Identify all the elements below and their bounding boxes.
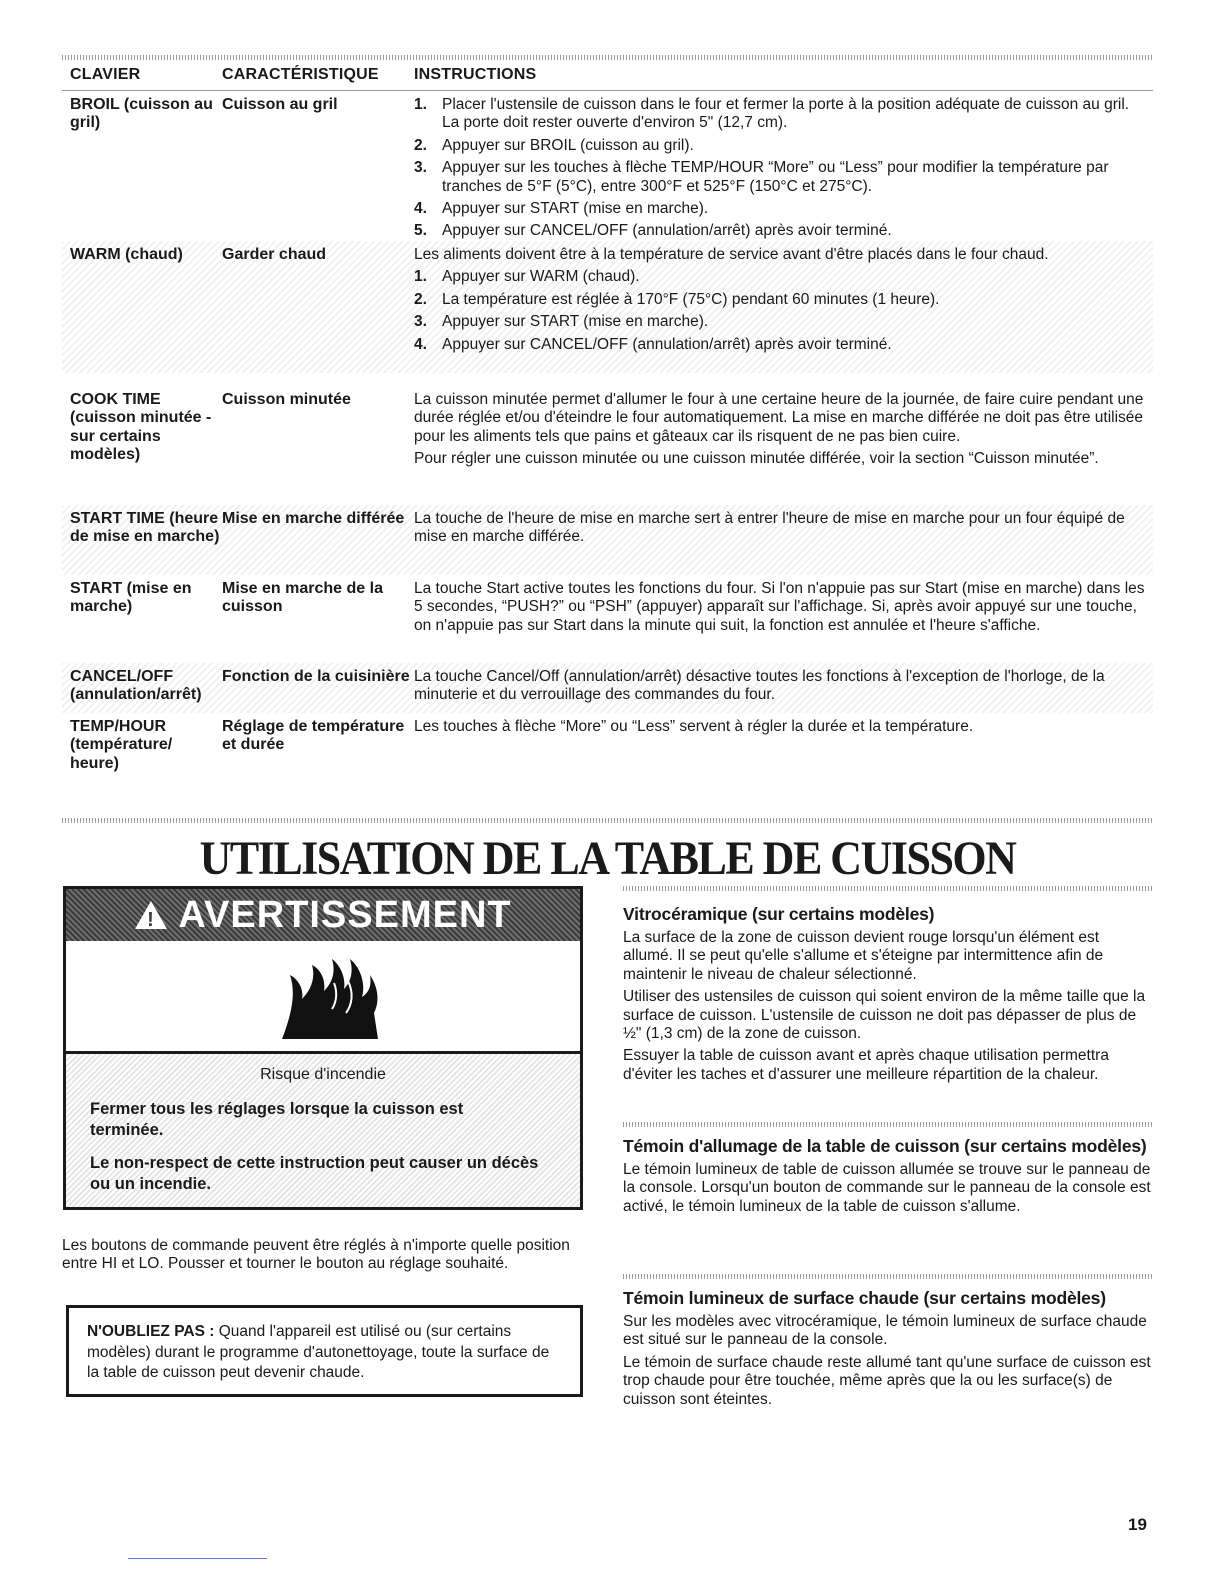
section-surface-chaude (623, 1274, 1153, 1413)
page-number: 19 (1128, 1515, 1147, 1534)
warning-triangle-icon (134, 900, 168, 930)
section-heading: Vitrocéramique (sur certains modèles) (623, 904, 935, 924)
table-row-cook-time (62, 373, 1153, 505)
header-caracteristique: CARACTÉRISTIQUE (222, 66, 379, 83)
description-text: La touche Start active toutes les fonctions du four. Si l'on n'appuie pas sur Start (mise en marche) dans les 5 secondes, “PUSH?” ou “PSH” (appuyer) apparaît sur l'affichage. Si, après avoir appuyé sur une touche, on n'appuie pas sur Start dans la minute qui suit, la fonction est annulée et l'heure s'affiche. (414, 580, 1145, 634)
section-temoin-allumage (623, 1122, 1153, 1220)
section-paragraph: Essuyer la table de cuisson avant et après chaque utilisation permettra d'éviter les taches et d'assurer une meilleure répartition de la chaleur. (623, 1047, 1109, 1083)
control-keys-table (62, 55, 1153, 789)
section-vitroceramique (623, 886, 1153, 1088)
step-item: 4. Appuyer sur CANCEL/OFF (annulation/arrêt) après avoir terminé. (414, 335, 892, 353)
step-item: 3. Appuyer sur START (mise en marche). (414, 313, 709, 331)
step-item: 1. Appuyer sur WARM (chaud). (414, 268, 640, 286)
key-cell: TEMP/HOUR (température/ heure) (70, 718, 173, 772)
key-cell: BROIL (cuisson au gril) (70, 96, 213, 132)
key-cell: CANCEL/OFF (annulation/arrêt) (70, 668, 202, 704)
warning-banner (66, 889, 580, 941)
table-row-cancel-off (62, 663, 1153, 713)
reminder-note (66, 1305, 583, 1397)
warning-banner-text: AVERTISSEMENT (178, 893, 512, 936)
section-rule (623, 1122, 1153, 1127)
warning-box (63, 886, 583, 1210)
section-paragraph: Le témoin lumineux de table de cuisson allumée se trouve sur le panneau de la console. Lorsqu'un bouton de commande sur le panneau de la console est activé, le témoin lumineux de la table de cuisson s'allume. (623, 1161, 1151, 1215)
step-item: 2. La température est réglée à 170°F (75°C) pendant 60 minutes (1 heure). (414, 290, 940, 308)
table-row-start-time (62, 505, 1153, 575)
key-cell: START (mise en marche) (70, 580, 192, 616)
instructions-cell (414, 510, 1153, 569)
reminder-text: Quand l'appareil est utilisé ou (sur certains modèles) durant le programme d'autonettoyage, toute la surface de la table de cuisson peut devenir chaude. (87, 1323, 550, 1381)
section-paragraph: Utiliser des ustensiles de cuisson qui soient environ de la même taille que la surface de cuisson. L'ustensile de cuisson ne doit pas dépasser de plus de ½" (1,3 cm) de la zone de cuisson. (623, 988, 1146, 1043)
intro-text: Les aliments doivent être à la température de service avant d'être placés dans le four chaud. (414, 246, 1049, 263)
instructions-cell (414, 96, 1153, 240)
warning-consequence: Le non-respect de cette instruction peut causer un décès ou un incendie. (90, 1154, 539, 1193)
description-text: La cuisson minutée permet d'allumer le four à une certaine heure de la journée, de faire cuire pendant une durée réglée et/ou d'éteindre le four automatiquement. La mise en marche différée ne doit pas être utilisée pour les aliments tels que pains et gâteaux car ils risquent de ne pas bien cuire. (414, 391, 1144, 445)
section-title: UTILISATION DE LA TABLE DE CUISSON (199, 832, 1016, 885)
reminder-label: N'OUBLIEZ PAS : (87, 1323, 215, 1340)
feature-cell: Fonction de la cuisinière (222, 668, 410, 685)
table-bottom-rule (62, 818, 1153, 823)
footer-line (128, 1558, 267, 1559)
step-item: 5. Appuyer sur CANCEL/OFF (annulation/arrêt) après avoir terminé. (414, 222, 892, 240)
section-rule (623, 886, 1153, 891)
description-text: Les touches à flèche “More” ou “Less” servent à régler la durée et la température. (414, 718, 974, 735)
section-heading: Témoin d'allumage de la table de cuisson (sur certains modèles) (623, 1136, 1147, 1156)
table-row-temp-hour (62, 713, 1153, 789)
step-item: 2. Appuyer sur BROIL (cuisson au gril). (414, 136, 694, 154)
description-text: La touche Cancel/Off (annulation/arrêt) désactive toutes les fonctions à l'exception de l'horloge, de la minuterie et du verrouillage des commandes du four. (414, 668, 1105, 704)
description-text: Pour régler une cuisson minutée ou une cuisson minutée différée, voir la section “Cuisson minutée”. (414, 450, 1099, 468)
warning-instruction: Fermer tous les réglages lorsque la cuisson est terminée. (90, 1100, 464, 1139)
description-text: La touche de l'heure de mise en marche sert à entrer l'heure de mise en marche pour un four équipé de mise en marche différée. (414, 510, 1125, 546)
step-item: 4. Appuyer sur START (mise en marche). (414, 200, 709, 218)
header-instructions: INSTRUCTIONS (414, 66, 537, 83)
fire-panel (66, 941, 580, 1054)
warning-risk: Risque d'incendie (260, 1066, 386, 1083)
instructions-cell (414, 580, 1153, 657)
feature-cell: Mise en marche de la cuisson (222, 580, 383, 616)
instructions-cell (414, 246, 1153, 367)
section-rule (623, 1274, 1153, 1279)
feature-cell: Réglage de température et durée (222, 718, 405, 754)
table-row-start (62, 575, 1153, 663)
section-paragraph: La surface de la zone de cuisson devient rouge lorsqu'un élément est allumé. Il se peut qu'elle s'allume et s'éteigne par intermittence afin de maintenir le niveau de chaleur sélectionné. (623, 929, 1104, 983)
knob-instructions: Les boutons de commande peuvent être réglés à n'importe quelle position entre HI et LO. Pousser et tourner le bouton au réglage souhaité. (62, 1237, 570, 1273)
feature-cell: Cuisson minutée (222, 391, 351, 408)
section-heading: Témoin lumineux de surface chaude (sur certains modèles) (623, 1288, 1106, 1308)
table-row-warm (62, 241, 1153, 373)
instructions-cell (414, 718, 1153, 783)
section-paragraph: Le témoin de surface chaude reste allumé tant qu'une surface de cuisson est trop chaude pour être touchée, même après que la ou les surface(s) de cuisson sont éteintes. (623, 1353, 1151, 1408)
section-paragraph: Sur les modèles avec vitrocéramique, le témoin lumineux de surface chaude est situé sur le panneau de la console. (623, 1313, 1147, 1349)
warning-body (66, 1054, 580, 1207)
feature-cell: Garder chaud (222, 246, 327, 263)
header-clavier: CLAVIER (70, 66, 141, 83)
table-header-row (62, 60, 1153, 91)
feature-cell: Mise en marche différée (222, 510, 405, 527)
table-row-broil (62, 91, 1153, 241)
step-item: 1. Placer l'ustensile de cuisson dans le four et fermer la porte à la position adéquate de cuisson au gril. La porte doit rester ouverte d'environ 5" (12,7 cm). (414, 96, 1130, 132)
warning-triangle-mark: ! (147, 909, 156, 930)
instructions-cell (414, 668, 1153, 707)
fire-hazard-icon (274, 953, 384, 1043)
key-cell: COOK TIME (cuisson minutée - sur certains modèles) (70, 391, 212, 464)
key-cell: WARM (chaud) (70, 246, 183, 263)
key-cell: START TIME (heure de mise en marche) (70, 510, 220, 546)
instructions-cell (414, 391, 1153, 499)
step-item: 3. Appuyer sur les touches à flèche TEMP/HOUR “More” ou “Less” pour modifier la température par tranches de 5°F (5°C), entre 300°F et 525°F (150°C et 275°C). (414, 159, 1109, 195)
feature-cell: Cuisson au gril (222, 96, 338, 113)
